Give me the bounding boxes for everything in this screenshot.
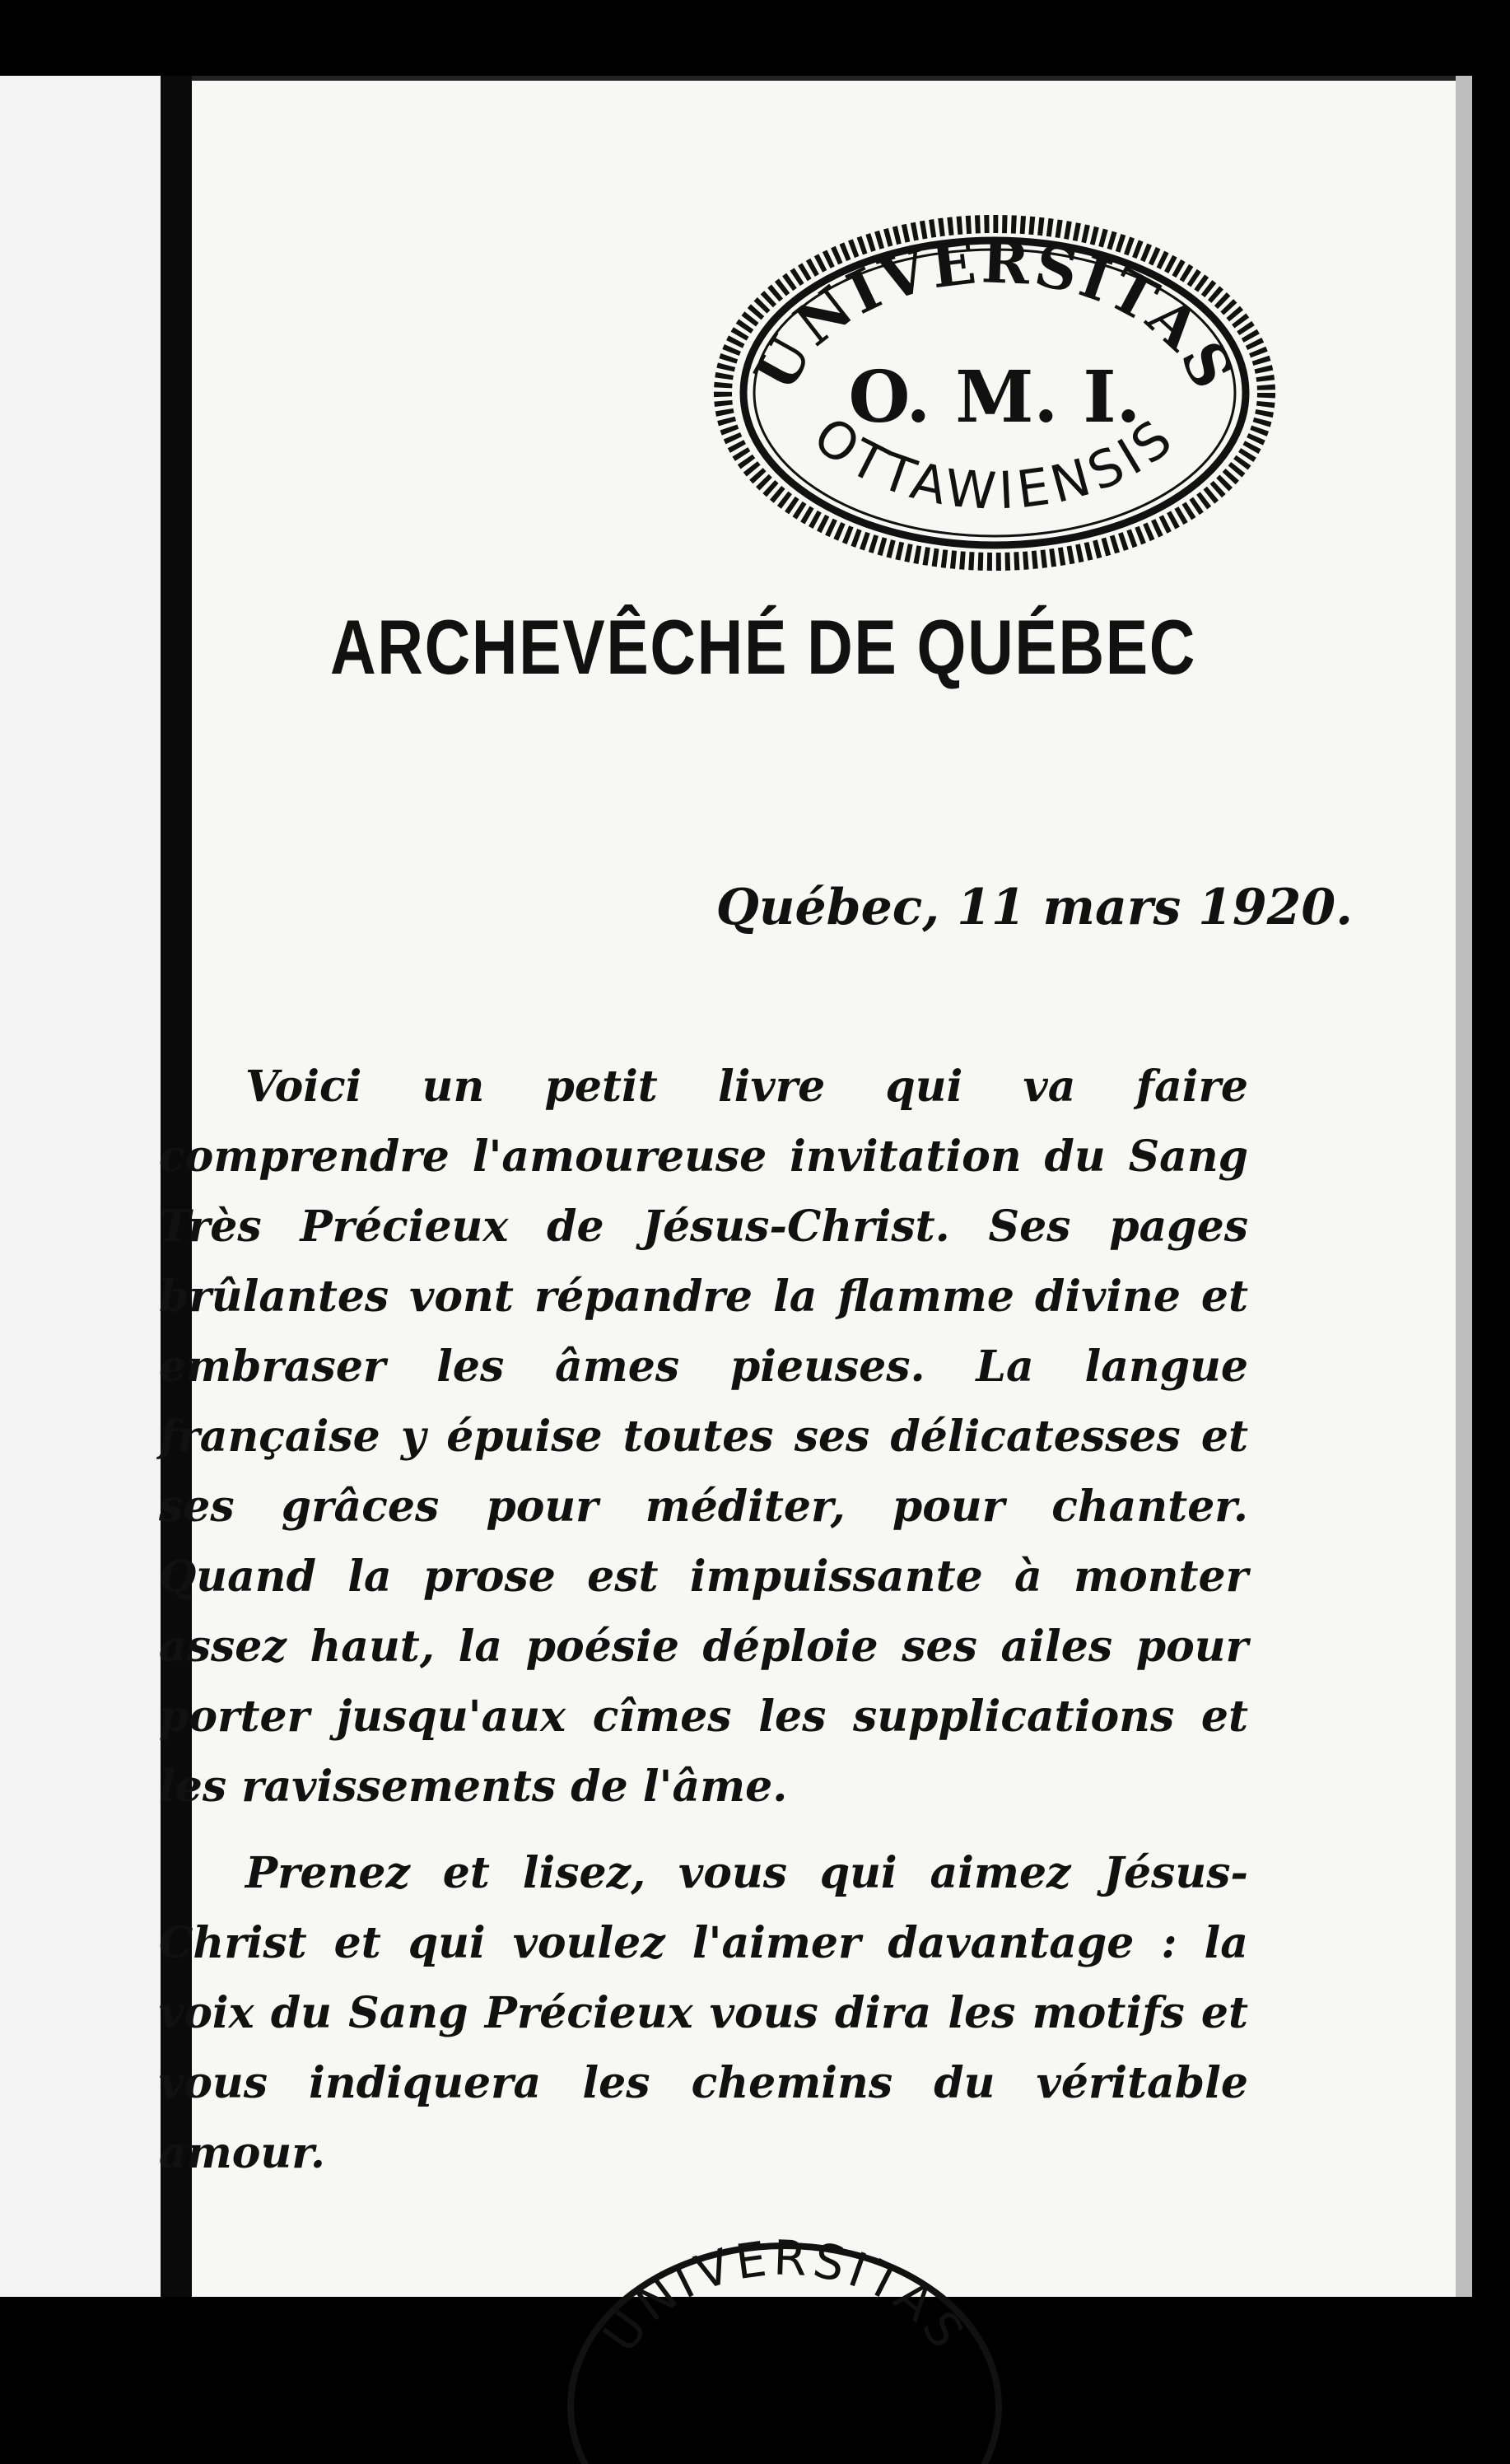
library-stamp	[702, 195, 1287, 582]
scan-right-border	[1456, 76, 1510, 2297]
paragraph-2: Prenez et lisez, vous qui aimez Jésus-Christ et qui voulez l'aimer davantage : la voix du Sang Précieux vous dira les motifs et vous indiquera les chemins du véritable amour.	[159, 1848, 1248, 2178]
document-page	[159, 76, 1456, 2363]
svg-text:UNIVERSITAS	[592, 2229, 977, 2362]
page-heading: ARCHEVÊCHÉ DE QUÉBEC	[330, 604, 1197, 690]
stamp-bottom-text: OTTAWIENSIS	[802, 404, 1187, 522]
scan-top-border	[0, 0, 1510, 76]
stamp-top-text: UNIVERSITAS	[740, 227, 1249, 402]
bottom-stamp-text: UNIVERSITAS	[592, 2229, 977, 2363]
bottom-library-stamp	[521, 2192, 1032, 2464]
stamp-middle-text: O. M. I.	[848, 356, 1141, 439]
paragraph-1: Voici un petit livre qui va faire comprendre l'amoureuse invitation du Sang Très Précieux de Jésus-Christ. Ses pages brûlantes vont répandre la flamme divine et embraser les âmes pieuses. La langue française y épuise toutes ses délicatesses et ses grâces pour méditer, pour chanter. Quand la prose est impuissante à monter assez haut, la poésie déploie ses ailes pour porter jusqu'aux cîmes les supplications et les ravissements de l'âme.	[159, 1062, 1248, 1812]
page-edge-strip	[1456, 76, 1472, 2297]
letter-body	[159, 1052, 1248, 2188]
page-top-edge	[192, 76, 1456, 81]
dateline: Québec, 11 mars 1920.	[715, 879, 1353, 936]
facing-page-edge	[0, 76, 161, 2297]
